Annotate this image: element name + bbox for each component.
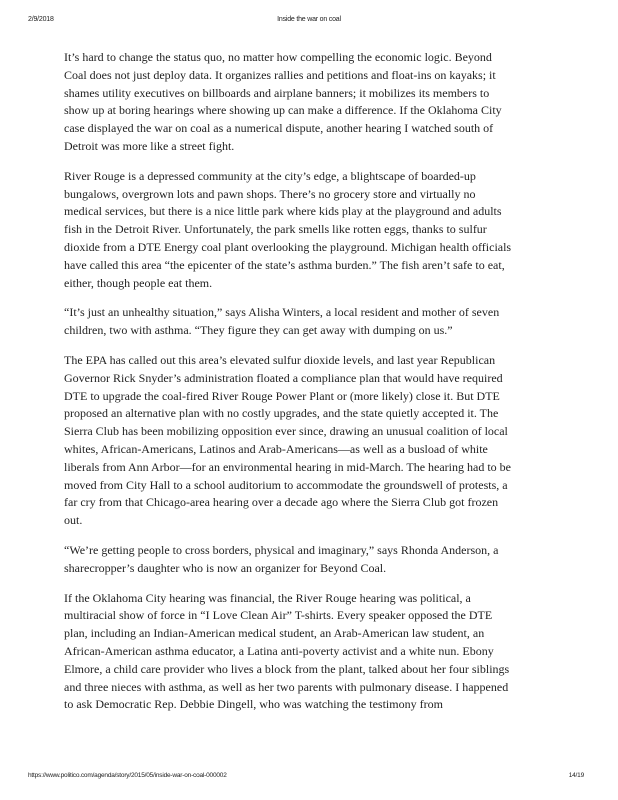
print-date: 2/9/2018 <box>28 16 54 23</box>
paragraph: The EPA has called out this area’s elevated sulfur dioxide levels, and last year Republican Governor Rick Snyder’s administration floated a compliance plan that would have required DTE to upgrade the coal-fired River Rouge Power Plant or (more likely) close it. But DTE proposed an alternative plan with no costly upgrades, and the state quietly accepted it. The Sierra Club has been mobilizing opposition ever since, drawing an unusual coalition of local whites, African-Americans, Latinos and Arab-Americans—as well as a busload of white liberals from Ann Arbor—for an environmental hearing in mid-March. The hearing had to be moved from City Hall to a school auditorium to accommodate the groundswell of protests, a far cry from that Chicago-area hearing over a decade ago where the Sierra Club got frozen out. <box>64 352 511 528</box>
paragraph: If the Oklahoma City hearing was financial, the River Rouge hearing was political, a multiracial show of force in “I Love Clean Air” T-shirts. Every speaker opposed the DTE plan, including an Indian-American medical student, an Arab-American law student, an African-American asthma educator, a Latina anti-poverty activist and a white nun. Ebony Elmore, a child care provider who lives a block from the plant, talked about her four siblings and three nieces with asthma, as well as her two parents with pulmonary disease. I happened to ask Democratic Rep. Debbie Dingell, who was watching the testimony from <box>64 590 510 712</box>
paragraph: River Rouge is a depressed community at the city’s edge, a blightscape of boarded-up bungalows, overgrown lots and pawn shops. There’s no grocery store and virtually no medical services, but there is a nice little park where kids play at the playground and adults fish in the Detroit River. Unfortunately, the park smells like rotten eggs, thanks to sulfur dioxide from a DTE Energy coal plant overlooking the playground. Michigan health officials have called this area “the epicenter of the state’s asthma burden.” The fish aren’t safe to eat, either, though people eat them. <box>64 168 512 290</box>
paragraph: “We’re getting people to cross borders, physical and imaginary,” says Rhonda Anderson, a sharecropper’s daughter who is now an organizer for Beyond Coal. <box>64 542 499 575</box>
article-body <box>64 49 514 726</box>
page-number: 14/19 <box>568 772 584 779</box>
paragraph: “It’s just an unhealthy situation,” says Alisha Winters, a local resident and mother of seven children, two with asthma. “They figure they can get away with dumping on us.” <box>64 305 500 338</box>
page-url: https://www.politico.com/agenda/story/2015/05/inside-war-on-coal-000002 <box>28 772 227 779</box>
paragraph: It’s hard to change the status quo, no matter how compelling the economic logic. Beyond Coal does not just deploy data. It organizes rallies and petitions and float-ins on kayaks; it shames utility executives on billboards and airplane banners; it mobilizes its members to show up at boring hearings where showing up can make a difference. If the Oklahoma City case displayed the war on coal as a numerical dispute, another hearing I watched south of Detroit was more like a street fight. <box>64 50 502 153</box>
page-title: Inside the war on coal <box>277 16 341 23</box>
